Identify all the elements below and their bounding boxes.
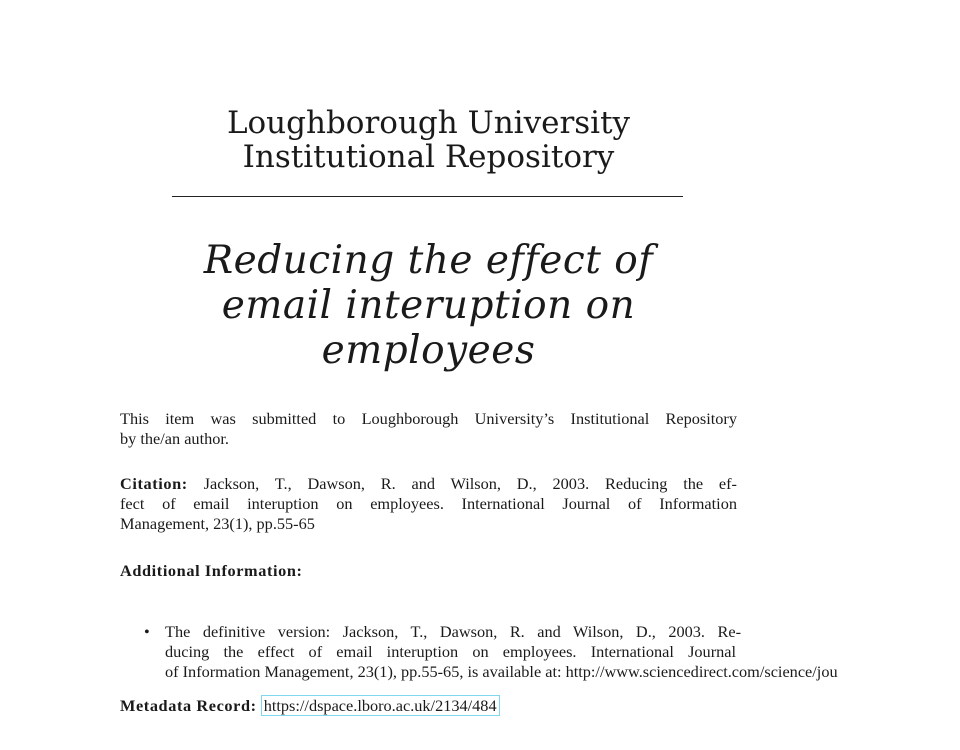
definitive-version-text bbox=[165, 622, 960, 682]
document-title bbox=[120, 238, 737, 373]
submission-line-2: by the/an author. bbox=[120, 429, 229, 448]
citation-paragraph bbox=[120, 474, 737, 534]
definitive-version-line-3: of Information Management, 23(1), pp.55-65, is available at: http://www.sciencedirect.com/science/jou bbox=[165, 662, 838, 681]
definitive-version-line-2: ducing the effect of email interuption on employees. International Journal bbox=[165, 642, 736, 661]
definitive-version-line-1: The definitive version: Jackson, T., Dawson, R. and Wilson, D., 2003. Re- bbox=[165, 622, 741, 641]
additional-info-heading bbox=[120, 561, 737, 581]
metadata-record bbox=[120, 696, 737, 716]
title-divider bbox=[172, 196, 683, 197]
repository-title-line-1: Loughborough University bbox=[226, 105, 631, 141]
submission-statement bbox=[120, 409, 737, 449]
submission-line-1: This item was submitted to Loughborough University’s Institutional Repository bbox=[120, 409, 737, 428]
document-title-line-1: Reducing the effect of bbox=[203, 238, 654, 283]
repository-title bbox=[120, 106, 737, 174]
bullet-icon: • bbox=[144, 622, 150, 641]
document-title-line-2: email interuption on bbox=[221, 283, 636, 328]
citation-line-3: Management, 23(1), pp.55-65 bbox=[120, 514, 315, 533]
citation-text-line-1: Jackson, T., Dawson, R. and Wilson, D., 2003. Reducing the ef- bbox=[203, 474, 737, 493]
citation-label: Citation: bbox=[120, 474, 188, 493]
citation-line-1 bbox=[120, 474, 737, 494]
repository-title-line-2: Institutional Repository bbox=[242, 139, 615, 175]
citation-line-2: fect of email interuption on employees. International Journal of Information bbox=[120, 494, 737, 513]
metadata-label: Metadata Record: bbox=[120, 696, 257, 715]
document-title-line-3: employees bbox=[321, 328, 536, 373]
additional-info-label: Additional Information: bbox=[120, 561, 303, 580]
metadata-record-link[interactable]: https://dspace.lboro.ac.uk/2134/484 bbox=[261, 695, 500, 716]
